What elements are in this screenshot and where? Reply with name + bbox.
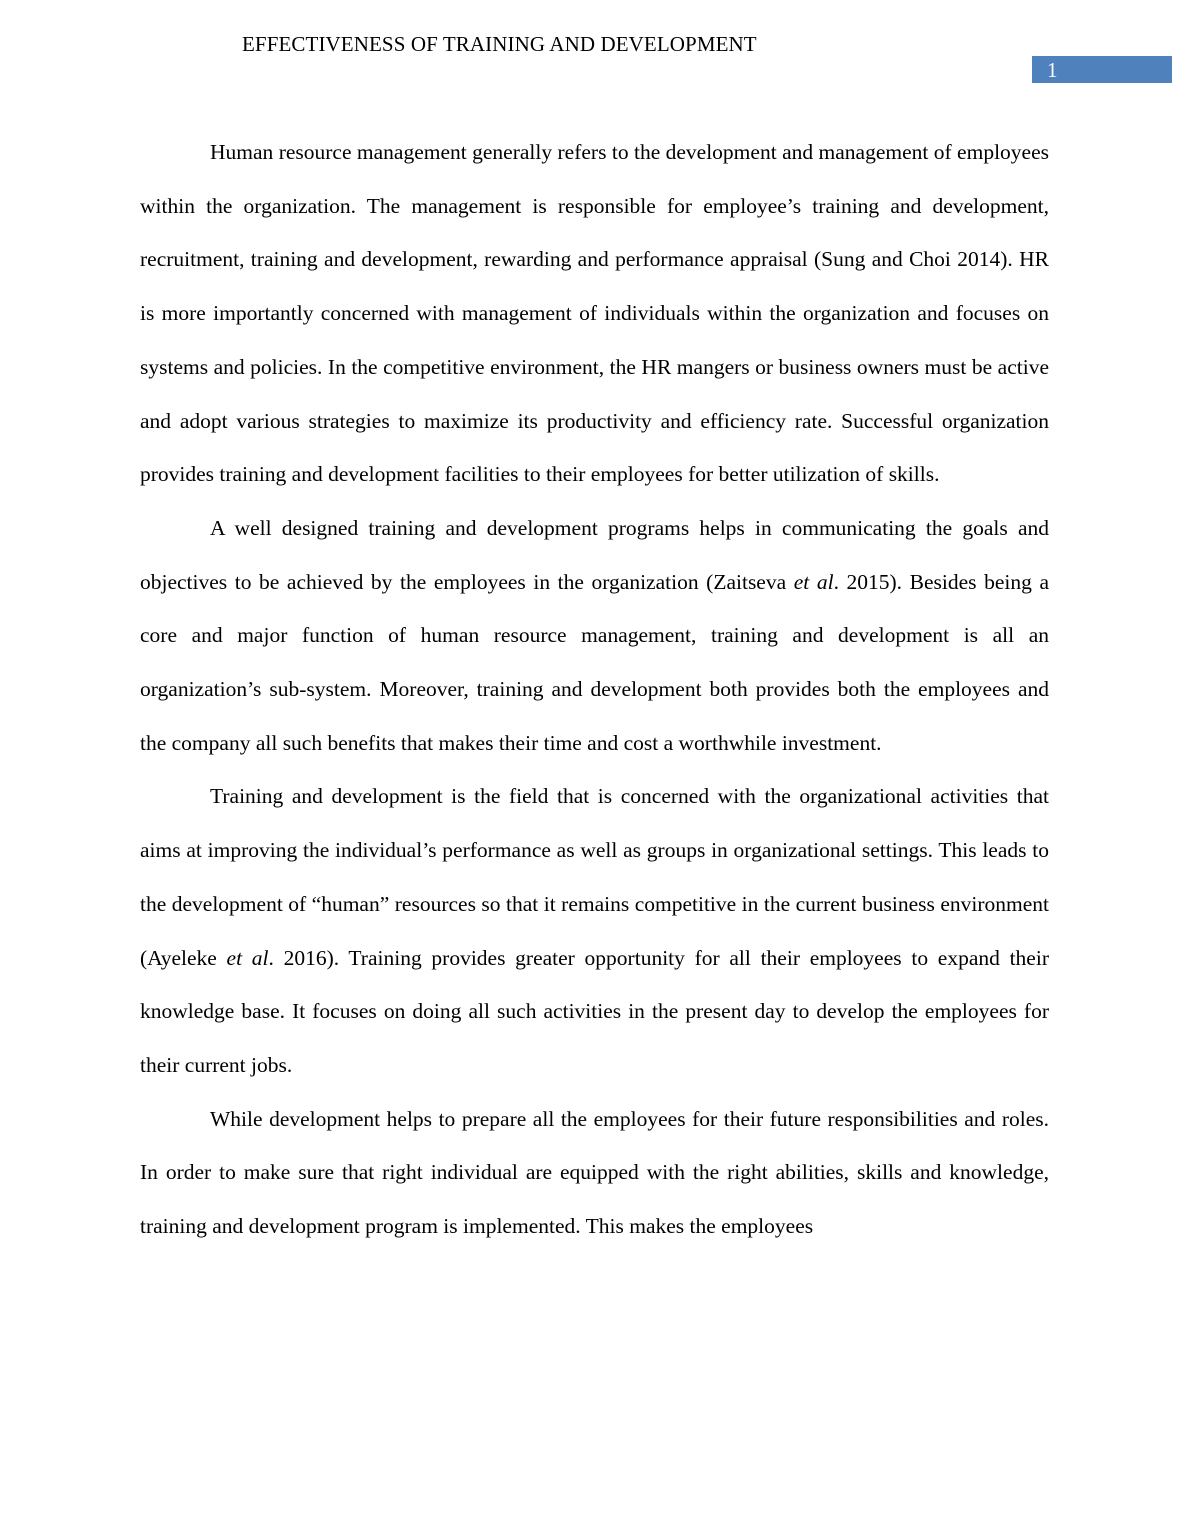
paragraph-text: . 2015). Besides being a core and major function of human resource management, training and development is all an organization’s sub-system. Moreover, training and development both provides both the employees and the company all such benefits that makes their time and cost a worthwhile investment. [140,569,1049,755]
document-body [140,126,1049,1254]
running-head-title: EFFECTIVENESS OF TRAINING AND DEVELOPMENT [242,32,757,56]
page-number: 1 [1047,58,1058,82]
citation-et-al: et al [793,569,834,594]
paragraph-training-programs [140,502,1049,771]
paragraph-hrm-definition: Human resource management generally refers to the development and management of employees within the organization. The management is responsible for employee’s training and development, recruitment, training and development, rewarding and performance appraisal (Sung and Choi 2014). HR is more importantly concerned with management of individuals within the organization and focuses on systems and policies. In the competitive environment, the HR mangers or business owners must be active and adopt various strategies to maximize its productivity and efficiency rate. Successful organization provides training and development facilities to their employees for better utilization of skills. [140,140,1049,487]
paragraph-text: . 2016). Training provides greater opportunity for all their employees to expand their knowledge base. It focuses on doing all such activities in the present day to develop the employees for their current jobs. [140,945,1049,1077]
paragraph-training-field [140,770,1049,1092]
paragraph-text: Training and development is the field that is concerned with the organizational activities that aims at improving the individual’s performance as well as groups in organizational settings. This leads to the development of “human” resources so that it remains competitive in the current business environment (Ayeleke [140,784,1049,970]
paragraph-text: A well designed training and development programs helps in communicating the goals and objectives to be achieved by the employees in the organization (Zaitseva [140,515,1049,594]
page-number-badge [1032,56,1172,83]
paragraph-development-roles: While development helps to prepare all the employees for their future responsibilities and roles. In order to make sure that right individual are equipped with the right abilities, skills and knowledge, training and development program is implemented. This makes the employees [140,1106,1049,1239]
citation-et-al: et al [226,945,269,970]
